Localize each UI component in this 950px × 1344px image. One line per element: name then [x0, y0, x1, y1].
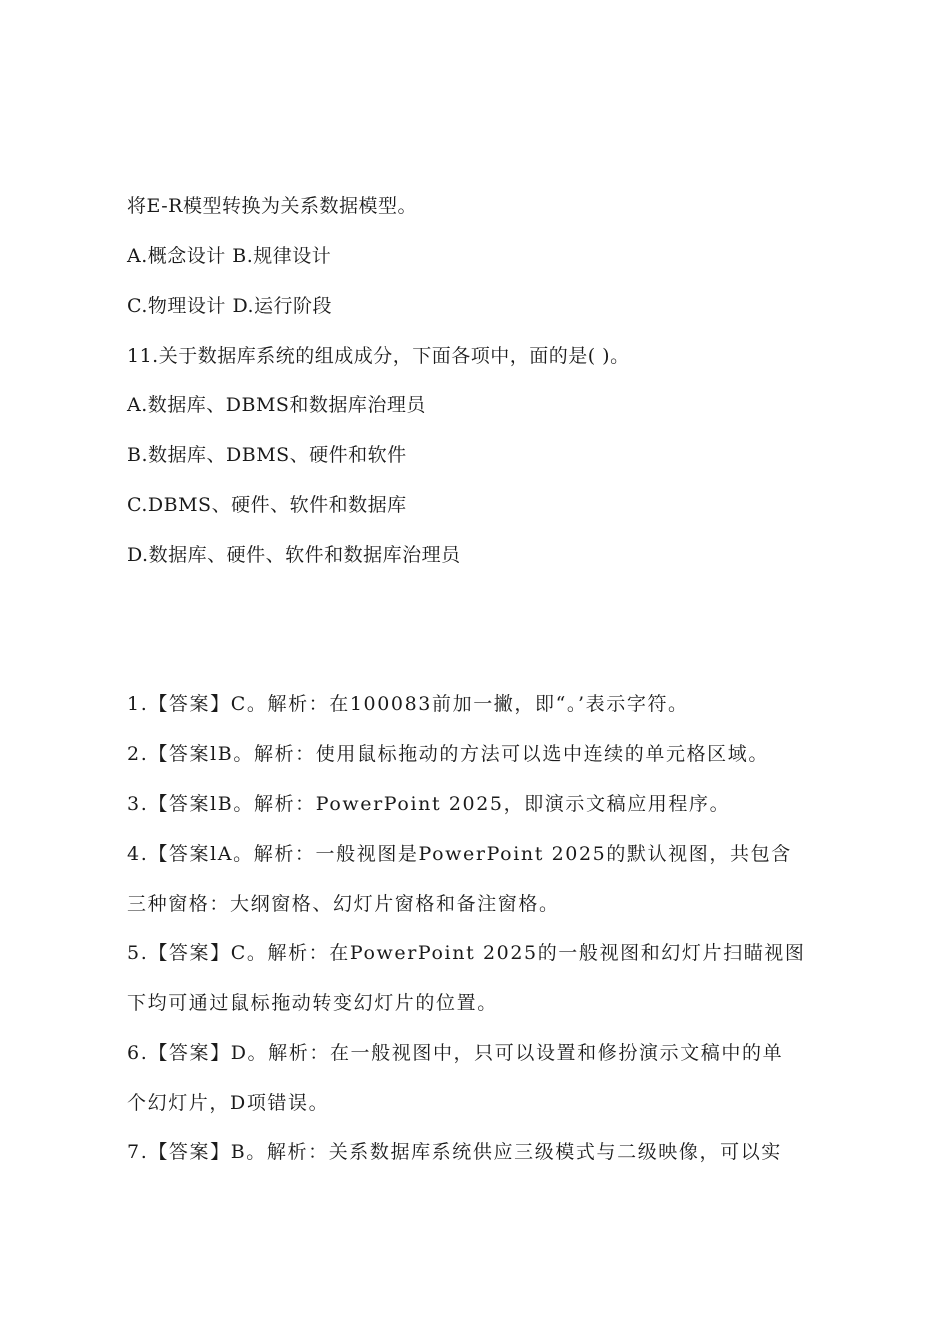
answer-line: 1.【答案】C。解析：在100083前加一撇，即“。’表示字符。 [127, 693, 689, 715]
question-10-option-ab: A.概念设计 B.规律设计 [127, 245, 332, 267]
question-11-option-d: D.数据库、硬件、软件和数据库治理员 [127, 544, 461, 566]
answer-line: 4.【答案lA。解析：一般视图是PowerPoint 2025的默认视图，共包含 [127, 843, 792, 865]
answer-line: 2.【答案lB。解析：使用鼠标拖动的方法可以选中连续的单元格区域。 [127, 743, 769, 765]
answer-line: 个幻灯片，D项错误。 [127, 1092, 330, 1114]
question-10-tail: 将E-R模型转换为关系数据模型。 [127, 195, 417, 217]
answer-line: 7.【答案】B。解析：关系数据库系统供应三级模式与二级映像，可以实 [127, 1141, 782, 1163]
answer-line: 下均可通过鼠标拖动转变幻灯片的位置。 [127, 992, 498, 1014]
question-11-option-b: B.数据库、DBMS、硬件和软件 [127, 444, 407, 466]
question-11-stem: 11.关于数据库系统的组成成分，下面各项中，面的是( )。 [127, 345, 630, 367]
question-11-option-a: A.数据库、DBMS和数据库治理员 [127, 394, 426, 416]
question-10-option-cd: C.物理设计 D.运行阶段 [127, 295, 333, 317]
answer-line: 3.【答案lB。解析：PowerPoint 2025，即演示文稿应用程序。 [127, 793, 731, 815]
question-11-option-c: C.DBMS、硬件、软件和数据库 [127, 494, 407, 516]
answer-line: 5.【答案】C。解析：在PowerPoint 2025的一般视图和幻灯片扫瞄视图 [127, 942, 806, 964]
answer-line: 三种窗格：大纲窗格、幻灯片窗格和备注窗格。 [127, 893, 560, 915]
answer-line: 6.【答案】D。解析：在一般视图中，只可以设置和修扮演示文稿中的单 [127, 1042, 784, 1064]
